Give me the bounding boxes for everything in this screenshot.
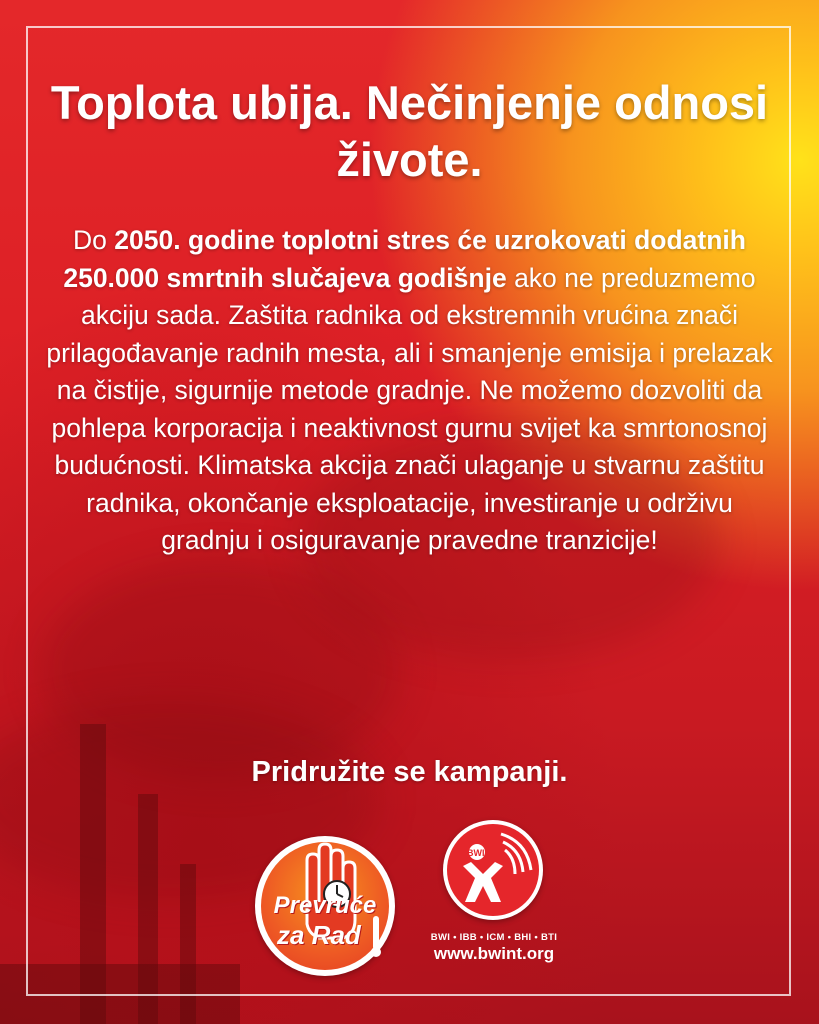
bwi-website-link[interactable]: www.bwint.org (433, 944, 555, 963)
bwi-mark: BWI (467, 848, 485, 858)
call-to-action: Pridružite se kampanji. (251, 756, 568, 788)
body-highlight: 2050. godine toplotni stres će uzrokovati dodatnih 250.000 smrtnih slučajeva godišnje (63, 225, 746, 293)
campaign-logo[interactable] (255, 836, 395, 976)
bwi-worker-icon (443, 820, 543, 920)
body-lead: Do (73, 225, 115, 255)
headline: Toplota ubija. Nečinjenje odnosi živote. (50, 76, 769, 186)
body-paragraph (40, 222, 779, 560)
bwi-logo[interactable] (443, 820, 543, 920)
campaign-logo-line1: Prevruće (273, 892, 377, 919)
body-rest: ako ne preduzmemo akciju sada. Zaštita radnika od ekstremnih vrućina znači prilagođavanje radnih mesta, ali i smanjenje emisija i prelazak na čistije, sigurnije metode gradnje. Ne možemo dozvoliti da pohlepa korporacija i neaktivnost gurnu svijet ka smrtonosnoj budućnosti. Klimatska akcija znači ulaganje u stvarnu zaštitu radnika, okončanje eksploatacije, investiranje u održivu gradnju i osiguravanje pravedne tranzicije! (46, 262, 773, 555)
campaign-logo-line2: za Rad (277, 920, 361, 950)
bwi-unions: BWI • IBB • ICM • BHI • BTI (430, 932, 558, 943)
